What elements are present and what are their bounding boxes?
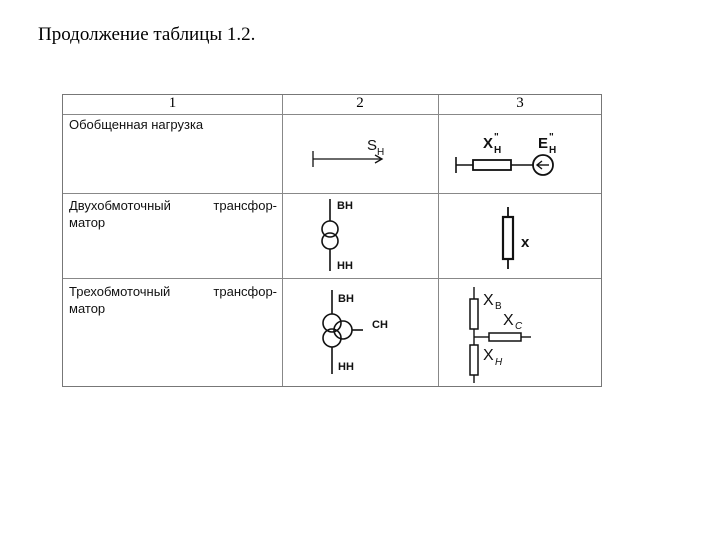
three-winding-transformer-symbol	[315, 288, 395, 378]
two-winding-lv-label: НН	[337, 260, 353, 272]
header-col-2: 2	[356, 95, 364, 111]
row-3-name-part2: трансфор-	[213, 284, 277, 299]
load-x-sup: "	[494, 132, 499, 143]
three-winding-xv-sub: В	[495, 301, 502, 312]
column-divider	[438, 95, 439, 386]
symbols-table	[62, 94, 602, 387]
two-winding-hv-label: ВН	[337, 200, 353, 212]
load-e-sup: "	[549, 132, 554, 143]
load-e-label: E	[538, 135, 549, 152]
reactance-rect	[473, 160, 511, 170]
row-2-name-part1: Двухобмоточный	[69, 198, 171, 213]
three-winding-xc-label: X	[503, 312, 514, 329]
two-winding-x-label: x	[521, 234, 530, 251]
row-1-name: Обобщенная нагрузка	[69, 117, 204, 132]
three-winding-xn-sub: Н	[495, 357, 503, 368]
three-winding-reactance-symbol	[463, 285, 583, 385]
load-arrow-symbol	[311, 133, 391, 169]
load-s-sub: Н	[377, 147, 385, 158]
row-divider	[63, 278, 601, 279]
row-2-name-line2: матор	[69, 215, 106, 230]
load-e-sub: Н	[549, 145, 557, 156]
three-winding-xc-sub: С	[515, 321, 523, 332]
load-s-label: S	[367, 137, 378, 154]
row-divider	[63, 193, 601, 194]
two-winding-reactance-symbol	[493, 205, 553, 271]
load-equivalent-symbol	[453, 131, 573, 183]
load-x-sub: Н	[494, 145, 502, 156]
header-col-1: 1	[168, 95, 177, 111]
header-col-3: 3	[516, 95, 524, 111]
row-2-name-part2: трансфор-	[213, 198, 277, 213]
row-divider	[63, 114, 601, 115]
three-winding-xv-label: X	[483, 292, 494, 309]
row-3-name	[69, 283, 277, 317]
three-winding-mv-label: СН	[372, 319, 388, 331]
row-3-name-line2: матор	[69, 301, 106, 316]
three-winding-hv-label: ВН	[338, 293, 354, 305]
load-x-label: X	[483, 135, 494, 152]
row-3-name-part1: Трехобмоточный	[69, 284, 171, 299]
three-winding-xn-label: X	[483, 347, 494, 364]
page-title: Продолжение таблицы 1.2.	[38, 24, 256, 45]
column-divider	[282, 95, 283, 386]
three-winding-lv-label: НН	[338, 361, 354, 373]
row-2-name	[69, 197, 277, 231]
two-winding-transformer-symbol	[317, 197, 367, 275]
